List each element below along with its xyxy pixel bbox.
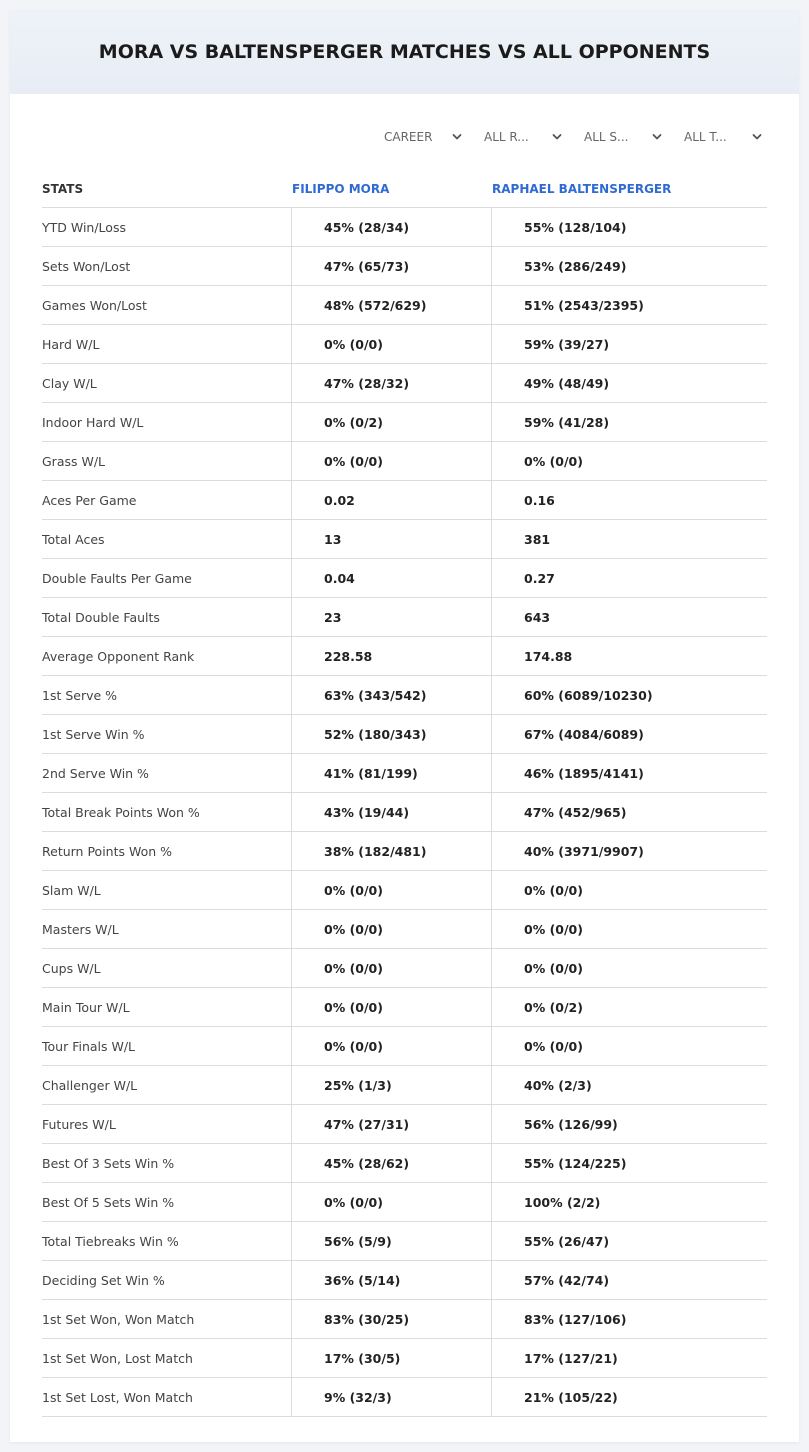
player-1-value: 0% (0/2) (292, 403, 492, 441)
stat-label: Return Points Won % (42, 832, 292, 870)
table-row (42, 1261, 767, 1300)
stat-label: Average Opponent Rank (42, 637, 292, 675)
table-row (42, 1066, 767, 1105)
player-2-value: 55% (26/47) (524, 1233, 610, 1249)
stat-label: 2nd Serve Win % (42, 754, 292, 792)
table-row (42, 364, 767, 403)
stat-label: Challenger W/L (42, 1066, 292, 1104)
chevron-down-icon (552, 132, 562, 142)
page-title: MORA VS BALTENSPERGER MATCHES VS ALL OPPONENTS (98, 41, 711, 63)
chevron-down-icon (452, 132, 462, 142)
filter-round-select[interactable] (474, 126, 574, 148)
stat-label: YTD Win/Loss (42, 208, 292, 246)
table-row (42, 1378, 767, 1417)
player-1-value: 41% (81/199) (292, 754, 492, 792)
player-1-value: 56% (5/9) (292, 1222, 492, 1260)
stat-label: Total Double Faults (42, 598, 292, 636)
player-1-value: 0.04 (292, 559, 492, 597)
stat-label: Total Tiebreaks Win % (42, 1222, 292, 1260)
stats-table (42, 170, 767, 1417)
table-row (42, 520, 767, 559)
filter-label: CAREER (384, 130, 433, 144)
player-2-value: 0.27 (524, 570, 555, 586)
stat-label: Clay W/L (42, 364, 292, 402)
table-body (42, 208, 767, 1417)
player-1-value: 47% (65/73) (292, 247, 492, 285)
table-row (42, 403, 767, 442)
player-1-value: 45% (28/62) (292, 1144, 492, 1182)
table-row (42, 208, 767, 247)
stat-label: 1st Serve Win % (42, 715, 292, 753)
player-2-value: 83% (127/106) (524, 1311, 627, 1327)
card-header (10, 10, 799, 94)
table-row (42, 676, 767, 715)
column-header-player-1[interactable]: FILIPPO MORA (292, 181, 390, 196)
player-1-value: 13 (292, 520, 492, 558)
player-2-value: 0% (0/0) (524, 960, 583, 976)
stat-label: 1st Set Lost, Won Match (42, 1378, 292, 1416)
table-row (42, 871, 767, 910)
stat-label: Aces Per Game (42, 481, 292, 519)
player-2-value: 55% (124/225) (524, 1155, 627, 1171)
table-row (42, 559, 767, 598)
player-1-value: 0% (0/0) (292, 1183, 492, 1221)
player-2-value: 381 (524, 531, 551, 547)
player-1-value: 0% (0/0) (292, 442, 492, 480)
player-1-value: 25% (1/3) (292, 1066, 492, 1104)
table-row (42, 910, 767, 949)
stat-label: Total Break Points Won % (42, 793, 292, 831)
table-row (42, 949, 767, 988)
filter-label: ALL T... (684, 130, 727, 144)
player-1-value: 43% (19/44) (292, 793, 492, 831)
table-row (42, 793, 767, 832)
player-2-value: 0% (0/0) (524, 453, 583, 469)
stat-label: Cups W/L (42, 949, 292, 987)
table-row (42, 754, 767, 793)
filter-surface-select[interactable] (574, 126, 674, 148)
player-1-value: 48% (572/629) (292, 286, 492, 324)
table-row (42, 637, 767, 676)
player-2-value: 21% (105/22) (524, 1389, 618, 1405)
player-2-value: 0% (0/0) (524, 1038, 583, 1054)
player-2-value: 46% (1895/4141) (524, 765, 644, 781)
table-row (42, 988, 767, 1027)
stat-label: Games Won/Lost (42, 286, 292, 324)
player-1-value: 9% (32/3) (292, 1378, 492, 1416)
player-1-value: 17% (30/5) (292, 1339, 492, 1377)
table-row (42, 1222, 767, 1261)
stat-label: Tour Finals W/L (42, 1027, 292, 1065)
table-row (42, 832, 767, 871)
player-1-value: 0% (0/0) (292, 871, 492, 909)
table-row (42, 1105, 767, 1144)
player-2-value: 174.88 (524, 648, 573, 664)
player-1-value: 0% (0/0) (292, 910, 492, 948)
player-2-value: 47% (452/965) (524, 804, 627, 820)
table-row (42, 715, 767, 754)
player-1-value: 36% (5/14) (292, 1261, 492, 1299)
table-row (42, 1144, 767, 1183)
table-row (42, 325, 767, 364)
player-2-value: 57% (42/74) (524, 1272, 610, 1288)
stat-label: Best Of 5 Sets Win % (42, 1183, 292, 1221)
stats-card (10, 10, 799, 1442)
player-1-value: 0% (0/0) (292, 949, 492, 987)
chevron-down-icon (652, 132, 662, 142)
stat-label: Best Of 3 Sets Win % (42, 1144, 292, 1182)
stat-label: Futures W/L (42, 1105, 292, 1143)
player-1-value: 83% (30/25) (292, 1300, 492, 1338)
table-row (42, 1300, 767, 1339)
stat-label: Masters W/L (42, 910, 292, 948)
player-1-value: 0% (0/0) (292, 988, 492, 1026)
stat-label: Double Faults Per Game (42, 559, 292, 597)
player-2-value: 49% (48/49) (524, 375, 610, 391)
stat-label: Indoor Hard W/L (42, 403, 292, 441)
player-2-value: 56% (126/99) (524, 1116, 618, 1132)
player-2-value: 100% (2/2) (524, 1194, 601, 1210)
player-2-value: 59% (39/27) (524, 336, 610, 352)
table-row (42, 1339, 767, 1378)
player-1-value: 52% (180/343) (292, 715, 492, 753)
column-header-player-2[interactable]: RAPHAEL BALTENSPERGER (492, 181, 672, 196)
stat-label: Hard W/L (42, 325, 292, 363)
table-row (42, 442, 767, 481)
player-2-value: 67% (4084/6089) (524, 726, 644, 742)
stat-label: Sets Won/Lost (42, 247, 292, 285)
stat-label: 1st Set Won, Won Match (42, 1300, 292, 1338)
table-row (42, 481, 767, 520)
player-2-value: 51% (2543/2395) (524, 297, 644, 313)
stat-label: 1st Serve % (42, 676, 292, 714)
player-1-value: 23 (292, 598, 492, 636)
filter-period-select[interactable] (374, 126, 474, 148)
player-2-value: 0.16 (524, 492, 555, 508)
player-1-value: 47% (27/31) (292, 1105, 492, 1143)
player-1-value: 0% (0/0) (292, 1027, 492, 1065)
stat-label: Slam W/L (42, 871, 292, 909)
filter-label: ALL R... (484, 130, 529, 144)
table-row (42, 247, 767, 286)
player-1-value: 228.58 (292, 637, 492, 675)
stat-label: 1st Set Won, Lost Match (42, 1339, 292, 1377)
filter-tournament-select[interactable] (674, 126, 774, 148)
filter-label: ALL S... (584, 130, 629, 144)
player-2-value: 53% (286/249) (524, 258, 627, 274)
column-header-stats: STATS (42, 181, 84, 196)
stat-label: Deciding Set Win % (42, 1261, 292, 1299)
stat-label: Main Tour W/L (42, 988, 292, 1026)
player-1-value: 63% (343/542) (292, 676, 492, 714)
table-row (42, 1183, 767, 1222)
player-2-value: 0% (0/0) (524, 882, 583, 898)
player-2-value: 0% (0/0) (524, 921, 583, 937)
player-1-value: 47% (28/32) (292, 364, 492, 402)
player-1-value: 38% (182/481) (292, 832, 492, 870)
player-2-value: 0% (0/2) (524, 999, 583, 1015)
filter-bar (374, 126, 774, 148)
chevron-down-icon (752, 132, 762, 142)
player-2-value: 59% (41/28) (524, 414, 610, 430)
table-row (42, 286, 767, 325)
stat-label: Grass W/L (42, 442, 292, 480)
player-2-value: 55% (128/104) (524, 219, 627, 235)
player-1-value: 0% (0/0) (292, 325, 492, 363)
player-1-value: 45% (28/34) (292, 208, 492, 246)
player-2-value: 643 (524, 609, 551, 625)
player-2-value: 40% (3971/9907) (524, 843, 644, 859)
stat-label: Total Aces (42, 520, 292, 558)
player-1-value: 0.02 (292, 481, 492, 519)
table-header (42, 170, 767, 208)
player-2-value: 40% (2/3) (524, 1077, 592, 1093)
table-row (42, 1027, 767, 1066)
player-2-value: 17% (127/21) (524, 1350, 618, 1366)
table-row (42, 598, 767, 637)
player-2-value: 60% (6089/10230) (524, 687, 653, 703)
